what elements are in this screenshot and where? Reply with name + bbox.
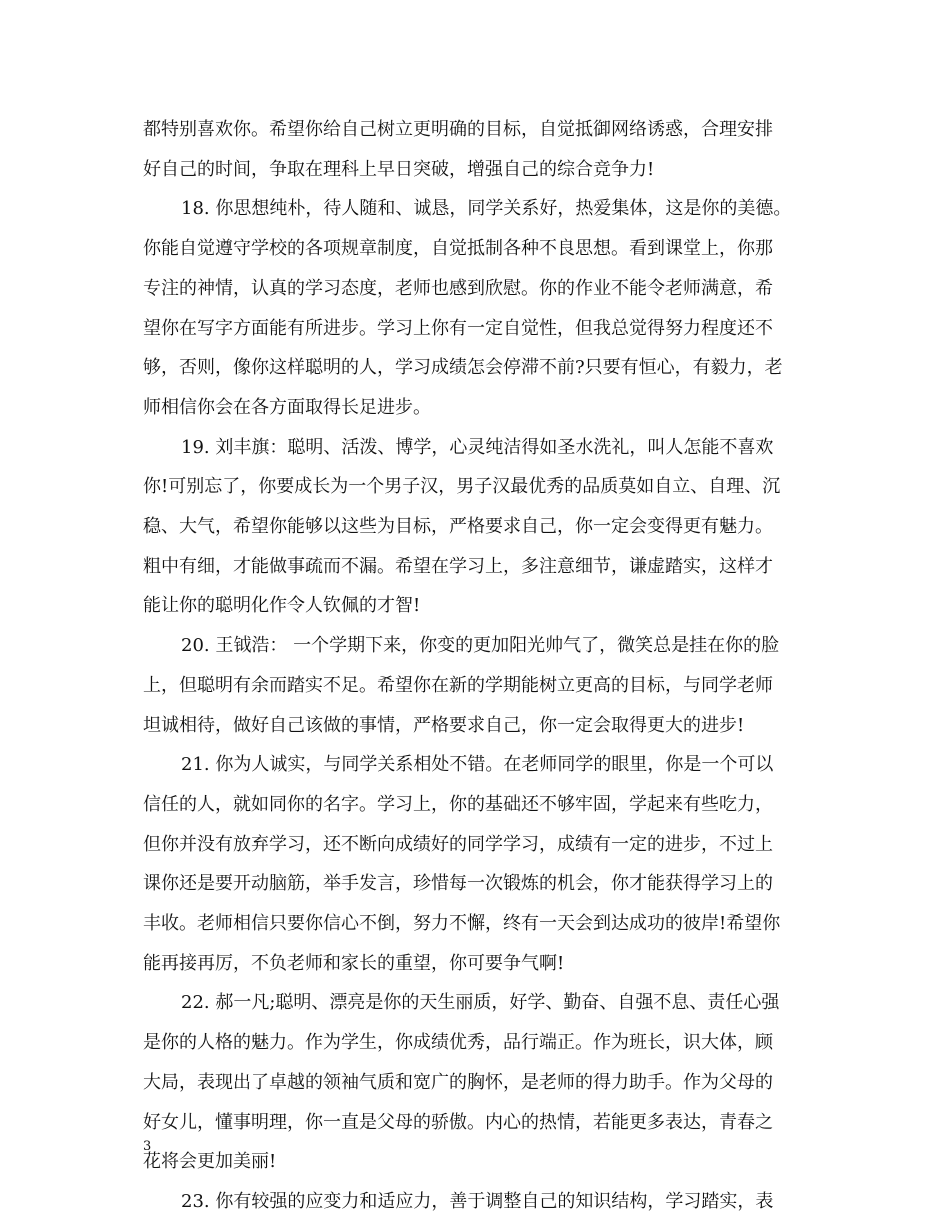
text-line: 好女儿，懂事明理，你一直是父母的骄傲。内心的热情，若能更多表达，青春之 [143,1112,773,1133]
text-line: 坦诚相待，做好自己该做的事情，严格要求自己，你一定会取得更大的进步! [143,715,745,736]
text-line: 都特别喜欢你。希望你给自己树立更明确的目标，自觉抵御网络诱惑，合理安排 [143,119,773,140]
text-line: 你能自觉遵守学校的各项规章制度，自觉抵制各种不良思想。看到课堂上，你那 [143,238,773,259]
text-line: 好自己的时间，争取在理科上早日突破，增强自己的综合竞争力! [143,159,655,180]
paragraph-22-start: 22. 郝一凡;聪明、漂亮是你的天生丽质，好学、勤奋、自强不息、责任心强 [181,992,780,1013]
text-line: 粗中有细，才能做事疏而不漏。希望在学习上，多注意细节，谦虚踏实，这样才 [143,556,773,577]
text-line: 你!可别忘了，你要成长为一个男子汉，男子汉最优秀的品质莫如自立、自理、沉 [143,476,781,497]
paragraph-20-start: 20. 王钺浩： 一个学期下来，你变的更加阳光帅气了，微笑总是挂在你的脸 [181,635,780,656]
text-line: 丰收。老师相信只要你信心不倒，努力不懈，终有一天会到达成功的彼岸!希望你 [143,913,781,934]
text-line: 大局，表现出了卓越的领袖气质和宽广的胸怀，是老师的得力助手。作为父母的 [143,1072,773,1093]
paragraph-19-start: 19. 刘丰旗：聪明、活泼、博学，心灵纯洁得如圣水洗礼，叫人怎能不喜欢 [181,437,774,458]
text-line: 够，否则，像你这样聪明的人，学习成绩怎会停滞不前?只要有恒心，有毅力，老 [143,357,783,378]
paragraph-21-start: 21. 你为人诚实，与同学关系相处不错。在老师同学的眼里，你是一个可以 [181,754,774,775]
text-line: 专注的神情，认真的学习态度，老师也感到欣慰。你的作业不能令老师满意，希 [143,278,773,299]
paragraph-18-start: 18. 你思想纯朴，待人随和、诚恳，同学关系好，热爱集体，这是你的美德。 [181,198,792,219]
text-line: 课你还是要开动脑筋，举手发言，珍惜每一次锻炼的机会，你才能获得学习上的 [143,873,773,894]
text-line: 信任的人，就如同你的名字。学习上，你的基础还不够牢固，学起来有些吃力， [143,794,773,815]
paragraph-23-start: 23. 你有较强的应变力和适应力，善于调整自己的知识结构，学习踏实，表 [181,1191,774,1212]
text-line: 师相信你会在各方面取得长足进步。 [143,397,431,418]
text-line: 能再接再厉，不负老师和家长的重望，你可要争气啊! [143,953,565,974]
text-line: 上，但聪明有余而踏实不足。希望你在新的学期能树立更高的目标，与同学老师 [143,675,773,696]
text-line: 能让你的聪明化作令人钦佩的才智! [143,595,421,616]
page-number: 3 [143,1139,152,1154]
text-line: 是你的人格的魅力。作为学生，你成绩优秀，品行端正。作为班长，识大体，顾 [143,1032,773,1053]
text-line: 但你并没有放弃学习，还不断向成绩好的同学学习，成绩有一定的进步，不过上 [143,834,773,855]
text-line: 花将会更加美丽! [143,1151,277,1172]
text-line: 稳、大气，希望你能够以这些为目标，严格要求自己，你一定会变得更有魅力。 [143,516,773,537]
text-line: 望你在写字方面能有所进步。学习上你有一定自觉性，但我总觉得努力程度还不 [143,318,773,339]
